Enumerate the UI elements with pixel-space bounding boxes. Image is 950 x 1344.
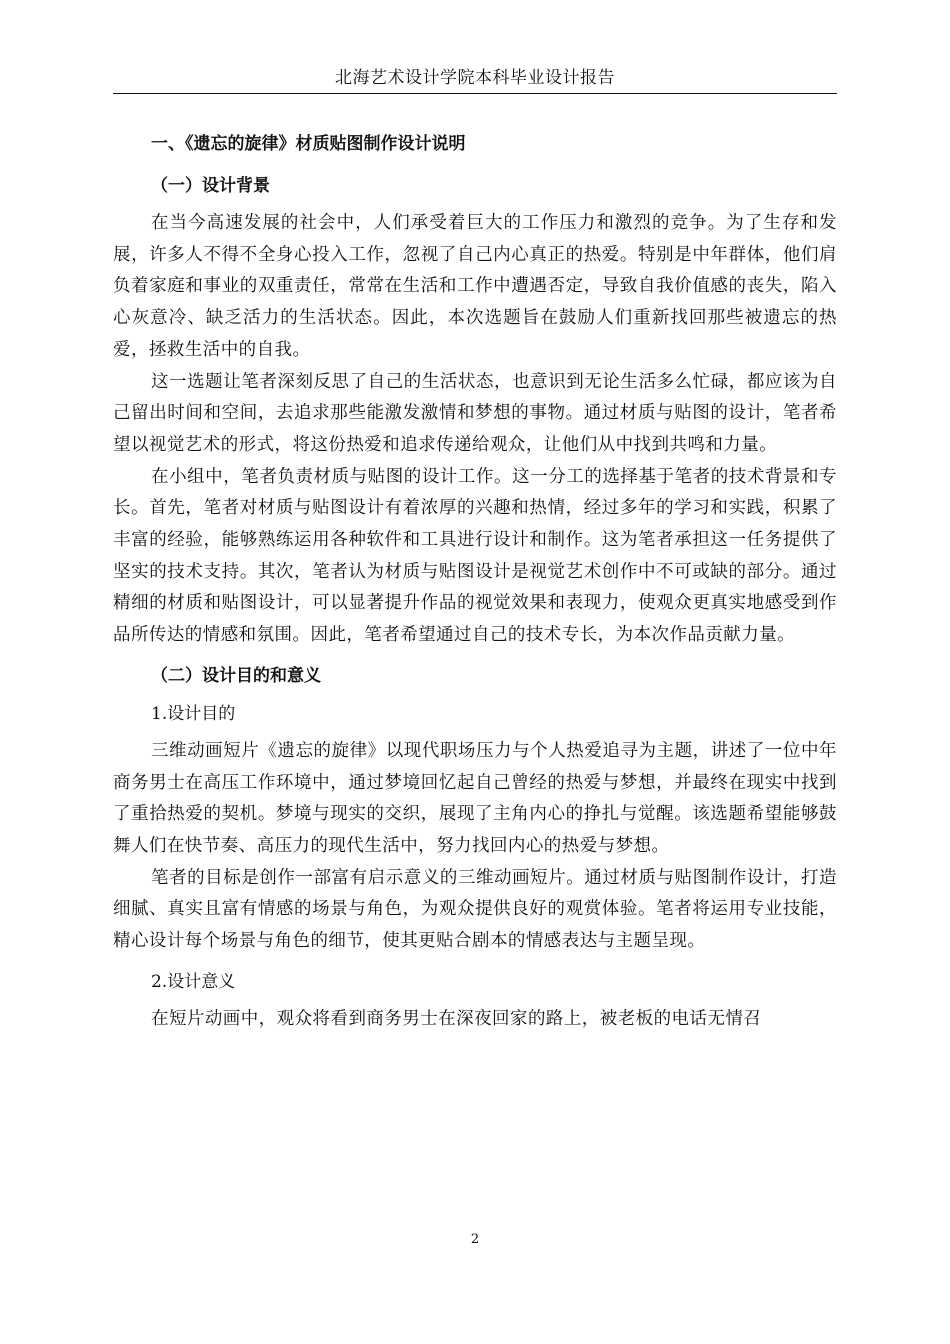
document-body bbox=[113, 128, 837, 1035]
paragraph: 这一选题让笔者深刻反思了自己的生活状态，也意识到无论生活多么忙碌，都应该为自己留出时间和空间，去追求那些能激发激情和梦想的事物。通过材质与贴图的设计，笔者希望以视觉艺术的形式，将这份热爱和追求传递给观众，让他们从中找到共鸣和力量。 bbox=[113, 371, 837, 455]
subsection-heading-background: （一）设计背景 bbox=[151, 176, 270, 196]
item-heading-purpose: 1.设计目的 bbox=[151, 703, 236, 724]
page-header: 北海艺术设计学院本科毕业设计报告 bbox=[113, 66, 837, 94]
paragraph: 三维动画短片《遗忘的旋律》以现代职场压力与个人热爱追寻为主题，讲述了一位中年商务男士在高压工作环境中，通过梦境回忆起自己曾经的热爱与梦想，并最终在现实中找到了重拾热爱的契机。梦境与现实的交织，展现了主角内心的挣扎与觉醒。该选题希望能够鼓舞人们在快节奏、高压力的现代生活中，努力找回内心的热爱与梦想。 bbox=[113, 740, 837, 856]
paragraph: 在短片动画中，观众将看到商务男士在深夜回家的路上，被老板的电话无情召 bbox=[151, 1008, 762, 1029]
page-number: 2 bbox=[470, 1232, 480, 1247]
subsection-heading-purpose: （二）设计目的和意义 bbox=[151, 665, 321, 686]
item-heading-significance: 2.设计意义 bbox=[151, 971, 236, 992]
paragraph: 在小组中，笔者负责材质与贴图的设计工作。这一分工的选择基于笔者的技术背景和专长。首先，笔者对材质与贴图设计有着浓厚的兴趣和热情，经过多年的学习和实践，积累了丰富的经验，能够熟练运用各种软件和工具进行设计和制作。这为笔者承担这一任务提供了坚实的技术支持。其次，笔者认为材质与贴图设计是视觉艺术创作中不可或缺的部分。通过精细的材质和贴图设计，可以显著提升作品的视觉效果和表现力，使观众更真实地感受到作品所传达的情感和氛围。因此，笔者希望通过自己的技术专长，为本次作品贡献力量。 bbox=[113, 466, 837, 646]
paragraph: 笔者的目标是创作一部富有启示意义的三维动画短片。通过材质与贴图制作设计，打造细腻、真实且富有情感的场景与角色，为观众提供良好的观赏体验。笔者将运用专业技能，精心设计每个场景与角色的细节，使其更贴合剧本的情感表达与主题呈现。 bbox=[113, 867, 837, 952]
section-heading: 一、《遗忘的旋律》材质贴图制作设计说明 bbox=[151, 134, 466, 154]
paragraph: 在当今高速发展的社会中，人们承受着巨大的工作压力和激烈的竞争。为了生存和发展，许多人不得不全身心投入工作，忽视了自己内心真正的热爱。特别是中年群体，他们肩负着家庭和事业的双重责任，常常在生活和工作中遭遇否定，导致自我价值感的丧失，陷入心灰意冷、缺乏活力的生活状态。因此，本次选题旨在鼓励人们重新找回那些被遗忘的热爱，拯救生活中的自我。 bbox=[113, 213, 837, 360]
